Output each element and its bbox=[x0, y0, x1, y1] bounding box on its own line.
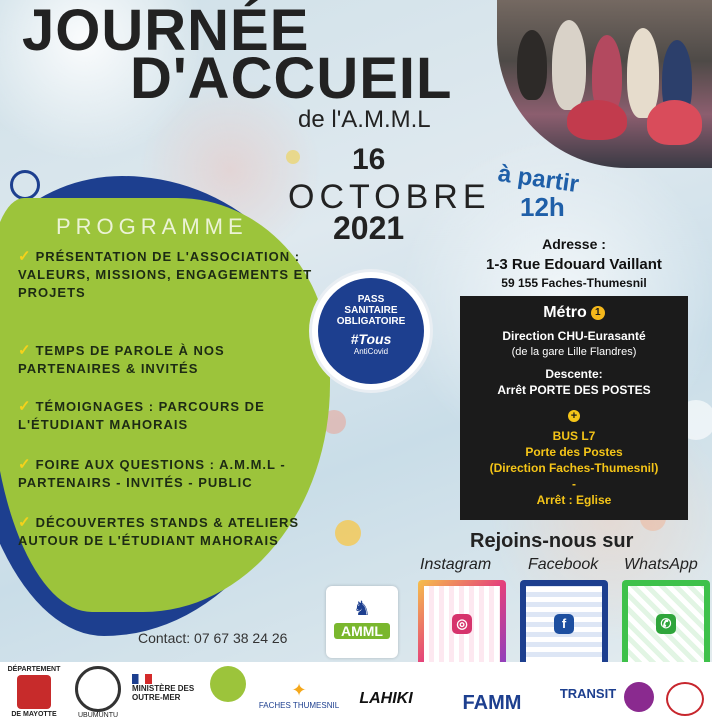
programme-item-text: TÉMOIGNAGES : PARCOURS DE L'ÉTUDIANT MAHORAIS bbox=[18, 399, 265, 432]
pass-sanitaire-badge bbox=[312, 272, 430, 390]
metro-from: (de la gare Lille Flandres) bbox=[511, 346, 637, 358]
check-icon: ✓ bbox=[18, 514, 32, 531]
bokeh-dot bbox=[335, 520, 361, 546]
page-subtitle: de l'A.M.M.L bbox=[298, 106, 431, 133]
programme-item-text: DÉCOUVERTES STANDS & ATELIERS AUTOUR DE L'ÉTUDIANT MAHORAIS bbox=[18, 515, 300, 548]
start-time: 12h bbox=[520, 192, 565, 222]
pass-hashtag: #Tous bbox=[350, 331, 392, 347]
whatsapp-icon: ✆ bbox=[656, 614, 676, 634]
amml-logo-text: AMML bbox=[334, 623, 390, 639]
purple-partner-logo bbox=[624, 682, 660, 718]
amml-logo bbox=[326, 586, 398, 658]
mayotte-logo-top: DÉPARTEMENT bbox=[7, 666, 61, 673]
check-icon: ✓ bbox=[18, 456, 32, 473]
programme-item bbox=[18, 248, 318, 302]
red-partner-logo bbox=[666, 682, 706, 718]
check-icon: ✓ bbox=[18, 342, 32, 359]
seahorse-icon: ♞ bbox=[353, 598, 371, 620]
pass-sub: AntiCovid bbox=[353, 347, 389, 356]
address-label: Adresse : bbox=[542, 236, 606, 252]
metro-line-badge: 1 bbox=[591, 306, 605, 320]
programme-item-text: FOIRE AUX QUESTIONS : A.M.M.L - PARTENAIRS - INVITÉS - PUBLIC bbox=[18, 457, 286, 490]
instagram-qr-code[interactable] bbox=[418, 580, 506, 668]
programme-heading: PROGRAMME bbox=[56, 214, 248, 239]
plus-icon: + bbox=[568, 410, 580, 422]
ubumuntu-logo-text: UBUMUNTU bbox=[77, 712, 119, 719]
lahiki-logo: LAHIKI bbox=[359, 690, 413, 707]
transport-box bbox=[460, 296, 688, 520]
instagram-icon: ◎ bbox=[452, 614, 472, 634]
programme-item-text: PRÉSENTATION DE L'ASSOCIATION : VALEURS, MISSIONS, ENGAGEMENTS ET PROJETS bbox=[18, 249, 313, 300]
faches-logo bbox=[256, 680, 342, 710]
metro-title: Métro bbox=[543, 304, 587, 321]
bus-stop: Porte des Postes bbox=[525, 445, 623, 459]
programme-item bbox=[18, 398, 318, 434]
mayotte-logo-bottom: DE MAYOTTE bbox=[11, 711, 57, 718]
metro-descente: Descente: bbox=[545, 367, 603, 381]
address-city: 59 155 Faches-Thumesnil bbox=[501, 276, 647, 290]
transit-logo: TRANSIT bbox=[559, 686, 617, 701]
bokeh-dot bbox=[10, 170, 40, 200]
event-day: 16 bbox=[352, 143, 386, 176]
partner-logos bbox=[0, 662, 712, 728]
bus-direction: (Direction Faches-Thumesnil) bbox=[489, 461, 659, 475]
event-year: 2021 bbox=[333, 210, 405, 246]
programme-item bbox=[18, 514, 318, 550]
bus-dash: - bbox=[572, 477, 576, 491]
green-partner-logo bbox=[208, 666, 248, 702]
faches-logo-text: FACHES THUMESNIL bbox=[258, 701, 340, 710]
bus-arret: Arrêt : Eglise bbox=[536, 493, 612, 507]
facebook-icon: f bbox=[554, 614, 574, 634]
page-title-line2: D'ACCUEIL bbox=[130, 46, 453, 111]
address-block bbox=[460, 236, 688, 290]
instagram-label: Instagram bbox=[420, 556, 492, 573]
programme-item bbox=[18, 342, 318, 378]
event-month: OCTOBRE bbox=[288, 178, 491, 216]
group-photo bbox=[497, 0, 712, 168]
facebook-qr-code[interactable] bbox=[520, 580, 608, 668]
pass-line2: SANITAIRE bbox=[344, 305, 398, 316]
programme-item bbox=[18, 456, 318, 492]
check-icon: ✓ bbox=[18, 398, 32, 415]
social-heading: Rejoins-nous sur bbox=[470, 530, 634, 552]
check-icon: ✓ bbox=[18, 248, 32, 265]
address-street: 1-3 Rue Edouard Vaillant bbox=[486, 256, 662, 273]
bokeh-dot bbox=[286, 150, 300, 164]
mayotte-logo bbox=[4, 666, 64, 718]
famm-logo: FAMM bbox=[462, 692, 522, 714]
ubumuntu-logo bbox=[70, 666, 126, 719]
contact-phone: Contact: 07 67 38 24 26 bbox=[138, 630, 288, 646]
whatsapp-qr-code[interactable] bbox=[622, 580, 710, 668]
metro-arret: Arrêt PORTE DES POSTES bbox=[497, 383, 651, 397]
start-label: à partir bbox=[496, 160, 581, 199]
pass-line3: OBLIGATOIRE bbox=[336, 316, 406, 327]
pass-line1: PASS bbox=[357, 294, 385, 305]
facebook-label: Facebook bbox=[528, 556, 599, 573]
whatsapp-label: WhatsApp bbox=[624, 556, 698, 573]
ministere-logo-text: MINISTÈRE DES OUTRE-MER bbox=[132, 684, 195, 702]
page-title: JOURNÉE bbox=[22, 0, 310, 63]
ministere-logo bbox=[132, 674, 204, 702]
person-icon: ✦ bbox=[291, 680, 307, 700]
metro-direction: Direction CHU-Eurasanté bbox=[502, 329, 646, 343]
bus-line: BUS L7 bbox=[552, 429, 596, 443]
programme-item-text: TEMPS DE PAROLE À NOS PARTENAIRES & INVITÉS bbox=[18, 343, 225, 376]
